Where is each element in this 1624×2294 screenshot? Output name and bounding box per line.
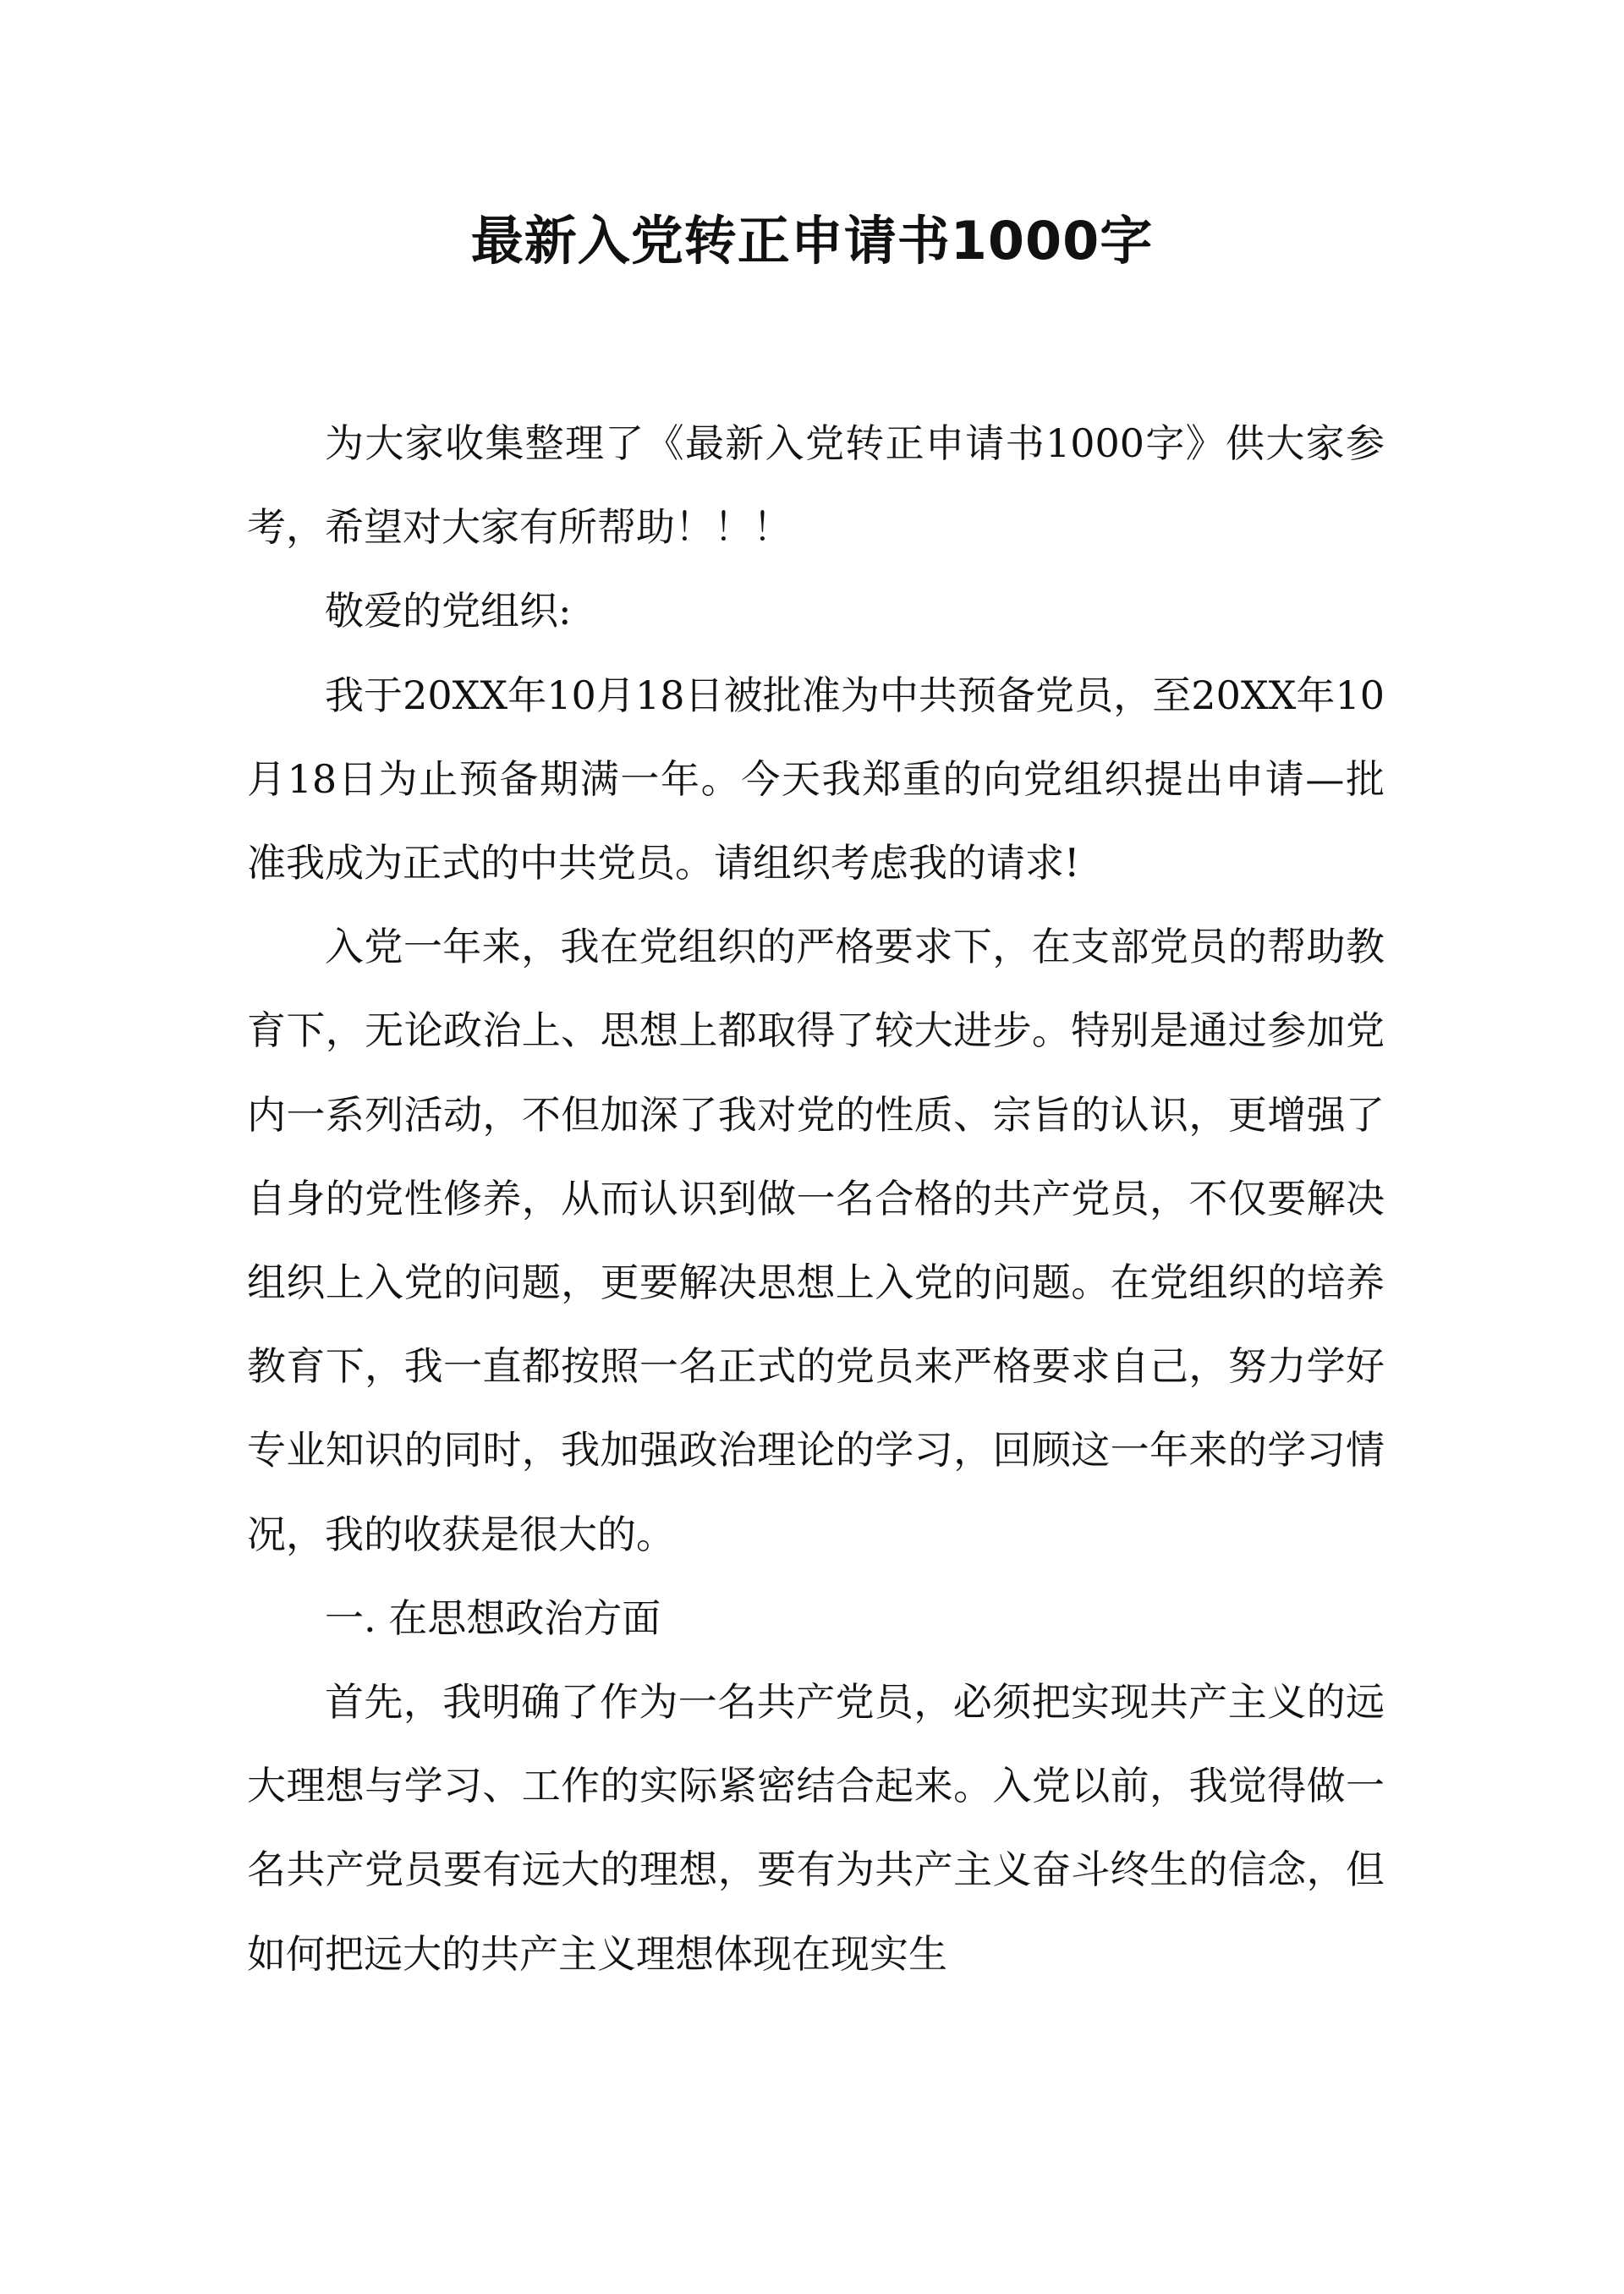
paragraph-progress: 入党一年来，我在党组织的严格要求下，在支部党员的帮助教育下，无论政治上、思想上都取得了较大进步。特别是通过参加党内一系列活动，不但加深了我对党的性质、宗旨的认识，更增强了自身的党性修养，从而认识到做一名合格的共产党员，不仅要解决组织上入党的问题，更要解决思想上入党的问题。在党组织的培养教育下，我一直都按照一名正式的党员来严格要求自己，努力学好专业知识的同时，我加强政治理论的学习，回顾这一年来的学习情况，我的收获是很大的。 (247, 924, 1385, 1557)
section-heading: 一. 在思想政治方面 (325, 1594, 661, 1641)
document-body (247, 402, 1385, 1996)
document-title: 最新入党转正申请书1000字 (470, 210, 1154, 272)
paragraph-application: 我于20XX年10月18日被批准为中共预备党员，至20XX年10月18日为止预备期满一年。今天我郑重的向党组织提出申请—批准我成为正式的中共党员。请组织考虑我的请求! (247, 672, 1385, 886)
paragraph-salutation: 敬爱的党组织: (325, 588, 572, 634)
paragraph-political-thought: 首先，我明确了作为一名共产党员，必须把实现共产主义的远大理想与学习、工作的实际紧密结合起来。入党以前，我觉得做一名共产党员要有远大的理想，要有为共产主义奋斗终生的信念，但如何把远大的共产主义理想体现在现实生 (247, 1679, 1385, 1977)
paragraph-intro: 为大家收集整理了《最新入党转正申请书1000字》供大家参考，希望对大家有所帮助！！！ (247, 420, 1385, 551)
